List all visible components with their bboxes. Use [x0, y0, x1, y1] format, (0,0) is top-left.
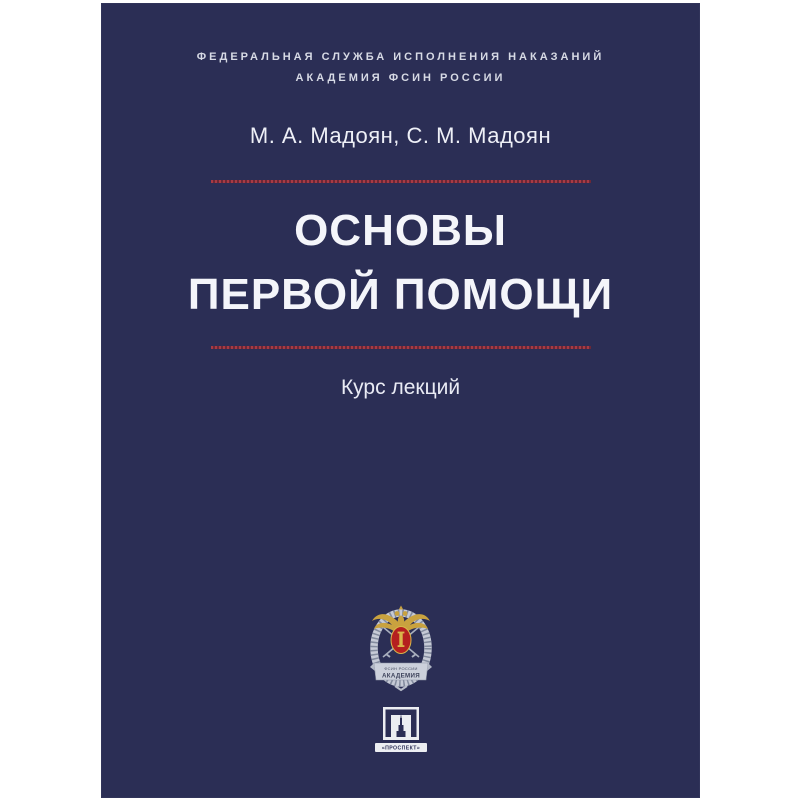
- book-title-line-1: ОСНОВЫ: [294, 206, 507, 255]
- prospekt-publisher-logo: [375, 707, 427, 753]
- banner-ribbon: [370, 663, 432, 680]
- book-cover: [101, 3, 700, 798]
- prospekt-logo-svg: [375, 707, 427, 753]
- authors-line: М. А. Мадоян, С. М. Мадоян: [249, 123, 552, 148]
- publisher-name: «ПРОСПЕКТ»: [381, 745, 420, 752]
- book-subtitle: Курс лекций: [340, 376, 461, 399]
- red-shield: [391, 627, 411, 654]
- decorative-rule-bottom: [211, 346, 591, 349]
- banner-text-large: АКАДЕМИЯ: [381, 672, 420, 680]
- academy-fsin-emblem-icon: [359, 600, 443, 692]
- book-title-line-2: ПЕРВОЙ ПОМОЩИ: [187, 270, 614, 319]
- institution-line-2: АКАДЕМИЯ ФСИН РОССИИ: [295, 72, 506, 84]
- academy-fsin-emblem-svg: [359, 600, 443, 692]
- logo-mark: [383, 707, 419, 740]
- institution-line-1: ФЕДЕРАЛЬНАЯ СЛУЖБА ИСПОЛНЕНИЯ НАКАЗАНИЙ: [196, 51, 605, 63]
- golden-column: [399, 633, 402, 646]
- banner-text-small: ФСИН РОССИИ: [383, 666, 418, 671]
- logo-label-bar: [375, 743, 427, 752]
- decorative-rule-top: [211, 180, 591, 183]
